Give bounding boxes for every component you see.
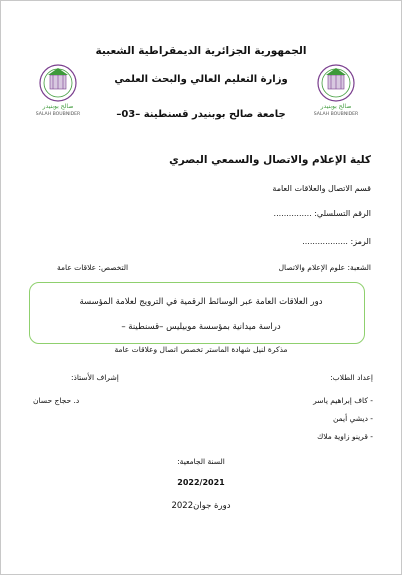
serial-number-field: الرقم التسلسلي: ...............: [273, 209, 371, 218]
ministry-heading: وزارة التعليم العالي والبحث العلمي: [114, 74, 288, 85]
supervisor-label: إشراف الأستاذ:: [71, 373, 119, 382]
academic-year-label: السنة الجامعية:: [177, 457, 225, 466]
department-name: قسم الاتصال والعلاقات العامة: [272, 184, 371, 193]
thesis-subtitle: دراسة ميدانية بمؤسسة موبيليس –قسنطينة –: [121, 322, 281, 332]
code-field: الرمز: ..................: [302, 237, 371, 246]
student-name: - قرينو زاوية ملاك: [317, 432, 373, 441]
branch-label: الشعبة: علوم الإعلام والاتصال: [278, 263, 371, 272]
republic-heading: الجمهورية الجزائرية الديمقراطية الشعبية: [95, 45, 307, 57]
student-name: - ديشي أيمن: [332, 414, 373, 423]
student-name: - كاف إبراهيم ياسر: [313, 396, 373, 405]
prepared-by-label: إعداد الطلاب:: [330, 373, 373, 382]
session-label: دورة جوان2022: [171, 501, 231, 511]
memo-statement: مذكرة لنيل شهادة الماستر تخصص اتصال وعلاقات عامة: [114, 345, 288, 354]
logo-left-arabic: صالح بوبنيدر: [42, 103, 74, 110]
supervisor-name: د. حجاج حسان: [33, 396, 80, 405]
academic-year-value: 2022/2021: [177, 478, 225, 487]
logo-left-latin: SALAH BOUBNIDER: [35, 112, 81, 117]
specialty-label: التخصص: علاقات عامة: [57, 263, 129, 272]
thesis-title-box: [29, 282, 365, 344]
university-heading: جامعة صالح بوبنيدر قسنطينة –03–: [116, 109, 286, 120]
logo-right-latin: SALAH BOUBNIDER: [313, 112, 359, 117]
logo-right-arabic: صالح بوبنيدر: [320, 103, 352, 110]
thesis-title: دور العلاقات العامة عبر الوسائط الرقمية في الترويج لعلامة المؤسسة: [79, 297, 323, 307]
faculty-name: كلية الإعلام والاتصال والسمعي البصري: [169, 154, 371, 166]
